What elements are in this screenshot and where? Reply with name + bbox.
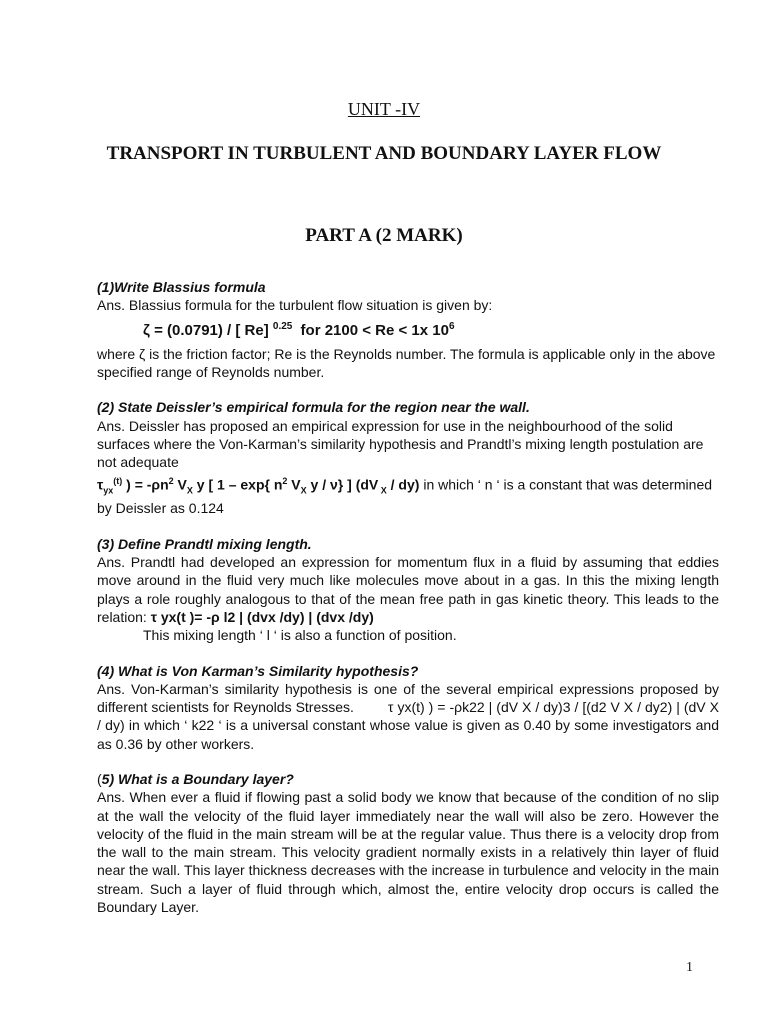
question-2 <box>97 398 719 517</box>
question-5 <box>97 770 719 916</box>
equation-subscript: X <box>378 485 387 496</box>
equation-part: ζ = (0.0791) / [ Re] <box>143 321 269 339</box>
equation-superscript: 2 <box>282 475 288 486</box>
part-heading: PART A (2 MARK) <box>305 225 463 246</box>
equation-subscript: X <box>186 485 193 496</box>
von-karman-equation: τ yx(t) ) = -ρk22 | (dV X / dy)3 / [(d2 V X / dy2) | (dV X / dy) in which ‘ k22 ‘ is a universal constant whose value is given as 0.40 by some investigators and as 0.36 by other workers. <box>97 699 719 752</box>
equation-part: V <box>173 476 187 493</box>
question-3-answer <box>97 553 719 626</box>
question-1-answer: Ans. Blassius formula for the turbulent flow situation is given by: <box>97 297 493 314</box>
prandtl-equation: τ yx(t )= -ρ l2 | (dvx /dy) | (dvx /dy) <box>146 608 374 625</box>
equation-part: τ <box>97 476 104 493</box>
question-1 <box>97 278 719 381</box>
equation-part: y / ν} ] (dV <box>306 476 379 493</box>
question-1-note: where ζ is the friction factor; Re is the Reynolds number. The formula is applicable only in the above specified range of Reynolds number. <box>97 345 716 381</box>
question-prefix: ( <box>97 770 102 787</box>
blasius-equation <box>143 318 719 340</box>
page-title: TRANSPORT IN TURBULENT AND BOUNDARY LAYER FLOW <box>106 143 662 164</box>
question-5-answer: Ans. When ever a fluid if flowing past a solid body we know that because of the condition of no slip at the wall the velocity of the fluid layer immediately near the wall will also be zero. However the velocity of the fluid in the main stream will be at the regular value. Thus there is a velocity drop from the wall to the main stream. This velocity gradient normally exists in a relatively thin layer of fluid near the wall. This layer thickness decreases with the increase in turbulence and velocity in the main stream. Such a layer of fluid through which, almost the, entire velocity drop occurs is called the Boundary Layer. <box>97 789 719 916</box>
equation-subscript: X <box>300 485 307 496</box>
question-2-title: (2) State Deissler’s empirical formula for the region near the wall. <box>97 399 530 416</box>
equation-superscript: 2 <box>168 475 174 486</box>
equation-description: in which ‘ n ‘ is a constant that was determined by Deissler as 0.124 <box>97 476 713 517</box>
question-3-note: This mixing length ‘ l ‘ is also a function of position. <box>143 627 457 644</box>
equation-part: ) = -ρn <box>122 476 169 493</box>
unit-label: UNIT -IV <box>347 99 421 119</box>
question-3-title: (3) Define Prandtl mixing length. <box>97 535 312 552</box>
page-number: 1 <box>686 960 693 975</box>
equation-superscript: (t) <box>113 475 123 486</box>
equation-part: V <box>287 476 301 493</box>
question-2-answer: Ans. Deissler has proposed an empirical expression for use in the neighbourhood of the solid surfaces where the Von-Karman’s similarity hypothesis and Prandtl’s mixing length postulation are not adequate <box>97 417 704 471</box>
question-1-title: (1)Write Blassius formula <box>97 279 266 295</box>
question-5-title <box>97 770 719 788</box>
unit-heading <box>0 99 768 120</box>
equation-exponent: 0.25 <box>272 320 293 332</box>
content-body <box>97 278 719 933</box>
equation-part: / dy) <box>386 476 420 493</box>
equation-part: y [ 1 – exp{ n <box>192 476 283 493</box>
answer-text: Ans. Prandtl had developed an expression for momentum flux in a fluid by assuming that eddies move around in the fluid very much like molecules move about in a gas. In this the mixing length plays a role roughly analogous to that of the mean free path in gas kinetic theory. This leads to the relation: <box>97 554 719 625</box>
answer-text: Ans. Von-Karman’s similarity hypothesis is one of the several empirical expressions proposed by different scientists for Reynolds Stresses. <box>97 680 719 716</box>
question-4-title: (4) What is Von Karman’s Similarity hypothesis? <box>97 662 419 679</box>
question-3 <box>97 535 719 645</box>
question-text: 5) What is a Boundary layer? <box>101 770 294 787</box>
equation-range: for 2100 < Re < 1x 10 <box>300 321 449 339</box>
question-4-answer <box>97 680 719 753</box>
equation-exponent: 6 <box>448 320 455 332</box>
equation-subscript: yx <box>103 485 114 496</box>
question-4 <box>97 662 719 753</box>
deissler-equation <box>97 472 719 518</box>
